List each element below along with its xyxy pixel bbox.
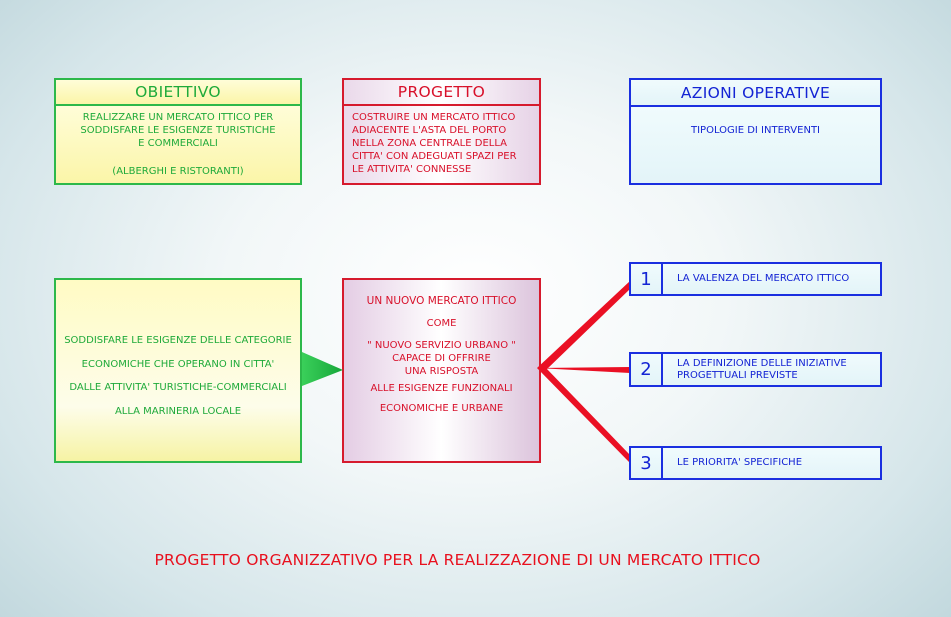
detail-line: ALLA MARINERIA LOCALE — [114, 405, 242, 417]
detail-line: CAPACE DI OFFRIRE — [392, 353, 491, 364]
obiettivo-line: REALIZZARE UN MERCATO ITTICO PER — [82, 112, 274, 123]
item-number-2: 2 — [631, 354, 663, 385]
progetto-line: CITTA' CON ADEGUATI SPAZI PER — [352, 151, 517, 162]
detail-line: COME — [426, 318, 457, 329]
green-arrow — [302, 352, 343, 386]
obiettivo-line: SODDISFARE LE ESIGENZE TURISTICHE — [80, 125, 276, 136]
detail-line: DALLE ATTIVITA' TURISTICHE-COMMERCIALI — [69, 382, 287, 393]
detail-line: SODDISFARE LE ESIGENZE DELLE CATEGORIE — [64, 335, 292, 346]
item-label-1: LA VALENZA DEL MERCATO ITTICO — [677, 273, 850, 284]
item-label-2-line: PROGETTUALI PREVISTE — [677, 369, 798, 381]
item-label-2 — [663, 354, 880, 385]
detail-line: UNA RISPOSTA — [404, 366, 479, 377]
azione-item-1 — [629, 262, 882, 296]
detail-line: UN NUOVO MERCATO ITTICO — [366, 295, 517, 307]
progetto-line: COSTRUIRE UN MERCATO ITTICO — [352, 112, 516, 123]
obiettivo-line: E COMMERCIALI — [138, 138, 218, 149]
azioni-title: AZIONI OPERATIVE — [680, 83, 831, 102]
obiettivo-line: (ALBERGHI E RISTORANTI) — [112, 166, 244, 177]
detail-line: " NUOVO SERVIZIO URBANO " — [367, 340, 516, 351]
item-label-2-line: LA DEFINIZIONE DELLE INIZIATIVE — [677, 357, 847, 369]
detail-line: ECONOMICHE CHE OPERANO IN CITTA' — [81, 358, 275, 370]
azione-item-2 — [629, 352, 882, 387]
azioni-subtitle: TIPOLOGIE DI INTERVENTI — [690, 125, 821, 136]
progetto-line: LE ATTIVITA' CONNESSE — [352, 164, 472, 175]
footer-title: PROGETTO ORGANIZZATIVO PER LA REALIZZAZIONE DI UN MERCATO ITTICO — [154, 551, 761, 569]
progetto-line: ADIACENTE L'ASTA DEL PORTO — [352, 125, 507, 136]
red-spike-1 — [537, 281, 630, 370]
progetto-line: NELLA ZONA CENTRALE DELLA — [352, 138, 507, 149]
item-number-1: 1 — [631, 264, 663, 294]
detail-line: ECONOMICHE E URBANE — [379, 403, 504, 414]
azione-item-3 — [629, 446, 882, 480]
red-spike-3 — [537, 368, 630, 463]
detail-line: ALLE ESIGENZE FUNZIONALI — [370, 383, 513, 394]
item-label-3: LE PRIORITA' SPECIFICHE — [677, 457, 803, 468]
obiettivo-title: OBIETTIVO — [135, 83, 221, 101]
red-spike-2 — [537, 367, 630, 373]
progetto-title: PROGETTO — [397, 83, 486, 101]
item-number-3: 3 — [631, 448, 663, 478]
